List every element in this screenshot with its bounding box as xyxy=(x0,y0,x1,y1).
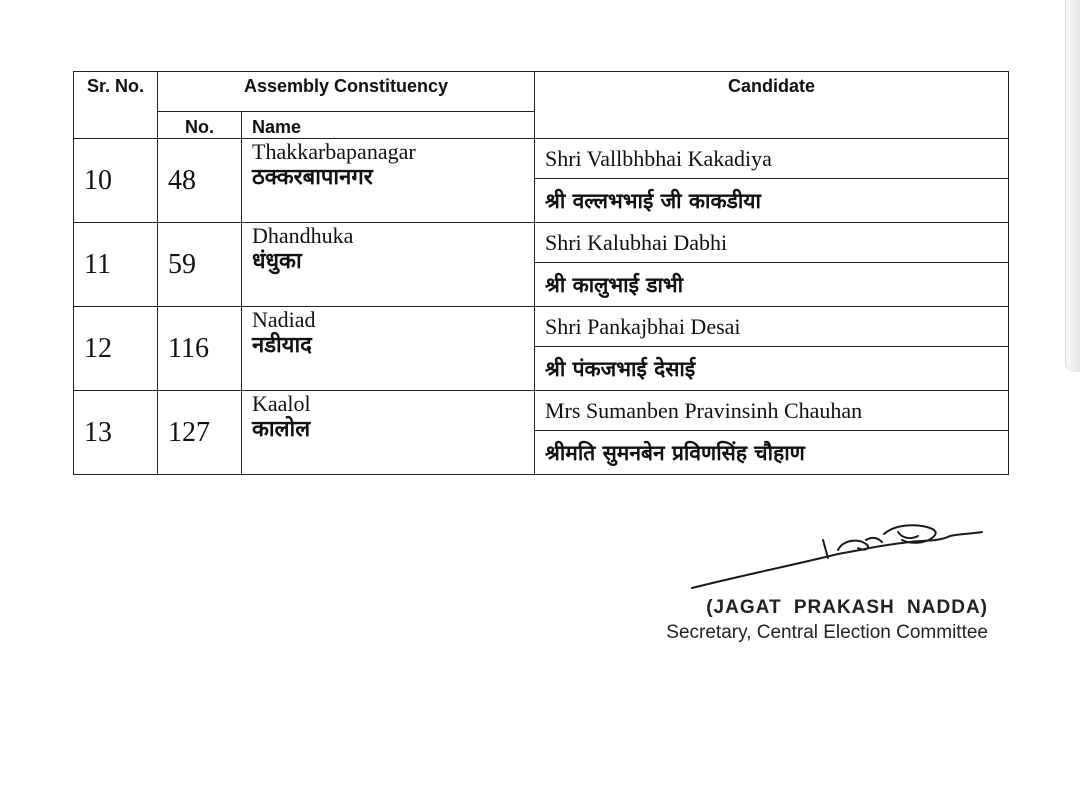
table-row xyxy=(74,307,1009,347)
constituency-name-hi: कालोल xyxy=(252,417,311,442)
candidate-name-en: Shri Vallbhbhai Kakadiya xyxy=(535,139,1009,179)
candidate-name-hi: श्री वल्लभभाई जी काकडीया xyxy=(535,179,1009,223)
ac-no-cell: 48 xyxy=(158,139,242,223)
table-row xyxy=(74,223,1009,263)
header-ac-name: Name xyxy=(242,112,535,139)
candidate-name-en: Shri Kalubhai Dabhi xyxy=(535,223,1009,263)
candidate-name-en: Mrs Sumanben Pravinsinh Chauhan xyxy=(535,391,1009,431)
candidate-table xyxy=(73,71,1009,475)
constituency-cell xyxy=(242,223,535,307)
ac-no-cell: 116 xyxy=(158,307,242,391)
constituency-name-en: Nadiad xyxy=(252,307,316,332)
candidate-name-hi: श्री कालुभाई डाभी xyxy=(535,263,1009,307)
header-ac-no: No. xyxy=(158,112,242,139)
signatory-name: (JAGAT PRAKASH NADDA) xyxy=(706,597,988,618)
constituency-name-en: Kaalol xyxy=(252,391,311,416)
constituency-name-hi: ठक्करबापानगर xyxy=(252,165,373,190)
constituency-cell xyxy=(242,391,535,475)
table-row xyxy=(74,139,1009,179)
ac-no-cell: 127 xyxy=(158,391,242,475)
constituency-cell xyxy=(242,139,535,223)
sr-no-cell: 12 xyxy=(74,307,158,391)
constituency-name-en: Dhandhuka xyxy=(252,223,354,248)
table-row xyxy=(74,391,1009,431)
sr-no-cell: 13 xyxy=(74,391,158,475)
sr-no-cell: 11 xyxy=(74,223,158,307)
constituency-name-en: Thakkarbapanagar xyxy=(252,139,416,164)
page-edge xyxy=(1065,0,1080,372)
candidate-name-hi: श्री पंकजभाई देसाई xyxy=(535,347,1009,391)
sr-no-cell: 10 xyxy=(74,139,158,223)
ac-no-cell: 59 xyxy=(158,223,242,307)
constituency-name-hi: धंधुका xyxy=(252,249,302,274)
constituency-cell xyxy=(242,307,535,391)
header-candidate: Candidate xyxy=(535,72,1009,139)
candidate-name-en: Shri Pankajbhai Desai xyxy=(535,307,1009,347)
header-sr-no: Sr. No. xyxy=(74,72,158,139)
candidate-name-hi: श्रीमति सुमनबेन प्रविणसिंह चौहाण xyxy=(535,431,1009,475)
signatory-title: Secretary, Central Election Committee xyxy=(666,622,988,643)
handwritten-signature xyxy=(688,518,988,592)
header-assembly-constituency: Assembly Constituency xyxy=(158,72,535,112)
constituency-name-hi: नडीयाद xyxy=(252,333,312,358)
